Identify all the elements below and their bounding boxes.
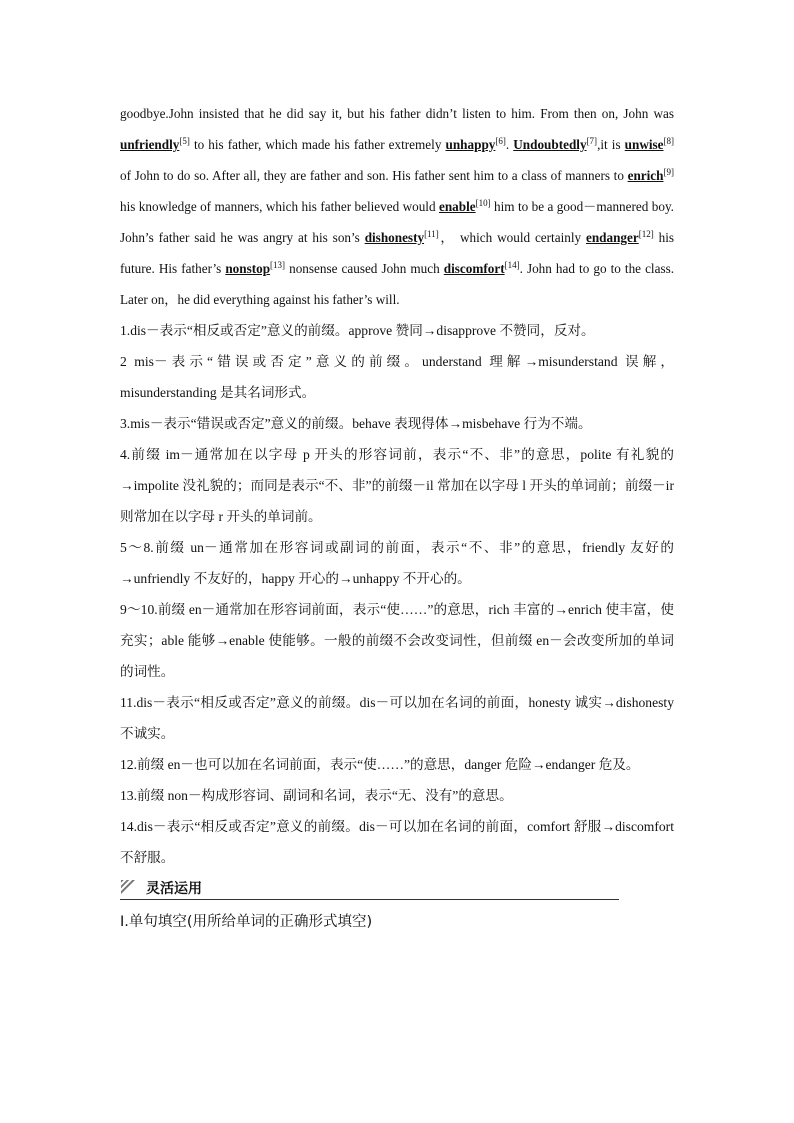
footnote-marker: [10] xyxy=(475,198,491,208)
passage-text: him to be a good－mannered boy. John’s father said he was angry at his son’s xyxy=(120,199,674,245)
note-item: 4.前缀 im－通常加在以字母 p 开头的形容词前，表示“不、非”的意思，polite 有礼貌的→impolite 没礼貌的；而同是表示“不、非”的前缀－il 常加在以字母 l 开头的单词前；前缀－ir 则常加在以字母 r 开头的单词前。 xyxy=(120,447,674,524)
note-item: 12.前缀 en－也可以加在名词前面，表示“使……”的意思，danger 危险→endanger 危及。 xyxy=(120,757,640,772)
answer-word: Undoubtedly xyxy=(513,137,587,152)
answer-word: endanger xyxy=(585,230,639,245)
answer-word: enable xyxy=(438,199,476,214)
passage-text: ,it is xyxy=(597,137,625,152)
passage-text: . xyxy=(505,137,514,152)
footnote-marker: [6] xyxy=(495,136,506,146)
note-item: 14.dis－表示“相反或否定”意义的前缀。dis－可以加在名词的前面，comfort 舒服→discomfort 不舒服。 xyxy=(120,819,674,865)
passage-text: his future. His father’s xyxy=(120,230,675,276)
note-item: 2 mis－表示“错误或否定”意义的前缀。understand 理解→misunderstand 误解，misunderstanding 是其名词形式。 xyxy=(120,354,674,400)
footnote-marker: [12] xyxy=(638,229,654,239)
footnote-marker: [11] xyxy=(424,229,439,239)
passage-text: ， which would certainly xyxy=(438,230,586,245)
passage-text: nonsense caused John much xyxy=(285,261,444,276)
passage-text: . John had to go to the class. Later on，he did everything against his father’s will. xyxy=(120,261,675,307)
note-item: 9～10.前缀 en－通常加在形容词前面，表示“使……”的意思，rich 丰富的→enrich 使丰富，使充实；able 能够→enable 使能够。一般的前缀不会改变词性，但前缀 en－会改变所加的单词的词性。 xyxy=(120,602,674,679)
footnote-marker: [9] xyxy=(663,167,674,177)
passage-text: of John to do so. After all, they are father and son. His father sent him to a class of manners to xyxy=(120,168,628,183)
note-item: 3.mis－表示“错误或否定”意义的前缀。behave 表现得体→misbehave 行为不端。 xyxy=(120,416,592,431)
note-item: 5～8.前缀 un－通常加在形容词或副词的前面，表示“不、非”的意思，friendly 友好的→unfriendly 不友好的，happy 开心的→unhappy 不开心的。 xyxy=(120,540,674,586)
footnote-marker: [8] xyxy=(663,136,675,146)
note-item: 13.前缀 non－构成形容词、副词和名词，表示“无、没有”的意思。 xyxy=(120,788,513,803)
answer-word: unwise xyxy=(624,137,664,152)
page-content xyxy=(120,98,674,934)
answer-word: dishonesty xyxy=(364,230,425,245)
section-marker-icon xyxy=(121,880,135,894)
passage-text: to his father, which made his father extremely xyxy=(189,137,446,152)
section-header xyxy=(120,877,619,900)
passage-text: goodbye.John insisted that he did say it, but his father didn’t listen to him. From then on, John was xyxy=(120,106,674,121)
footnote-marker: [7] xyxy=(586,136,598,146)
note-item: 11.dis－表示“相反或否定”意义的前缀。dis－可以加在名词的前面，honesty 诚实→dishonesty 不诚实。 xyxy=(120,695,674,741)
footnote-marker: [14] xyxy=(504,260,520,270)
answer-word: unfriendly xyxy=(120,137,180,152)
exercise-title: Ⅰ.单句填空(用所给单词的正确形式填空) xyxy=(120,914,373,930)
answer-word: enrich xyxy=(627,168,664,183)
explanation-notes xyxy=(120,315,674,873)
section-title: 灵活运用 xyxy=(146,881,202,897)
passage-text: his knowledge of manners, which his father believed would xyxy=(120,199,439,214)
footnote-marker: [13] xyxy=(270,260,286,270)
note-item: 1.dis－表示“相反或否定”意义的前缀。approve 赞同→disapprove 不赞同，反对。 xyxy=(120,323,595,338)
footnote-marker: [5] xyxy=(179,136,190,146)
answer-word: unhappy xyxy=(445,137,496,152)
answer-word: discomfort xyxy=(443,261,505,276)
passage xyxy=(120,98,674,315)
answer-word: nonstop xyxy=(225,261,271,276)
